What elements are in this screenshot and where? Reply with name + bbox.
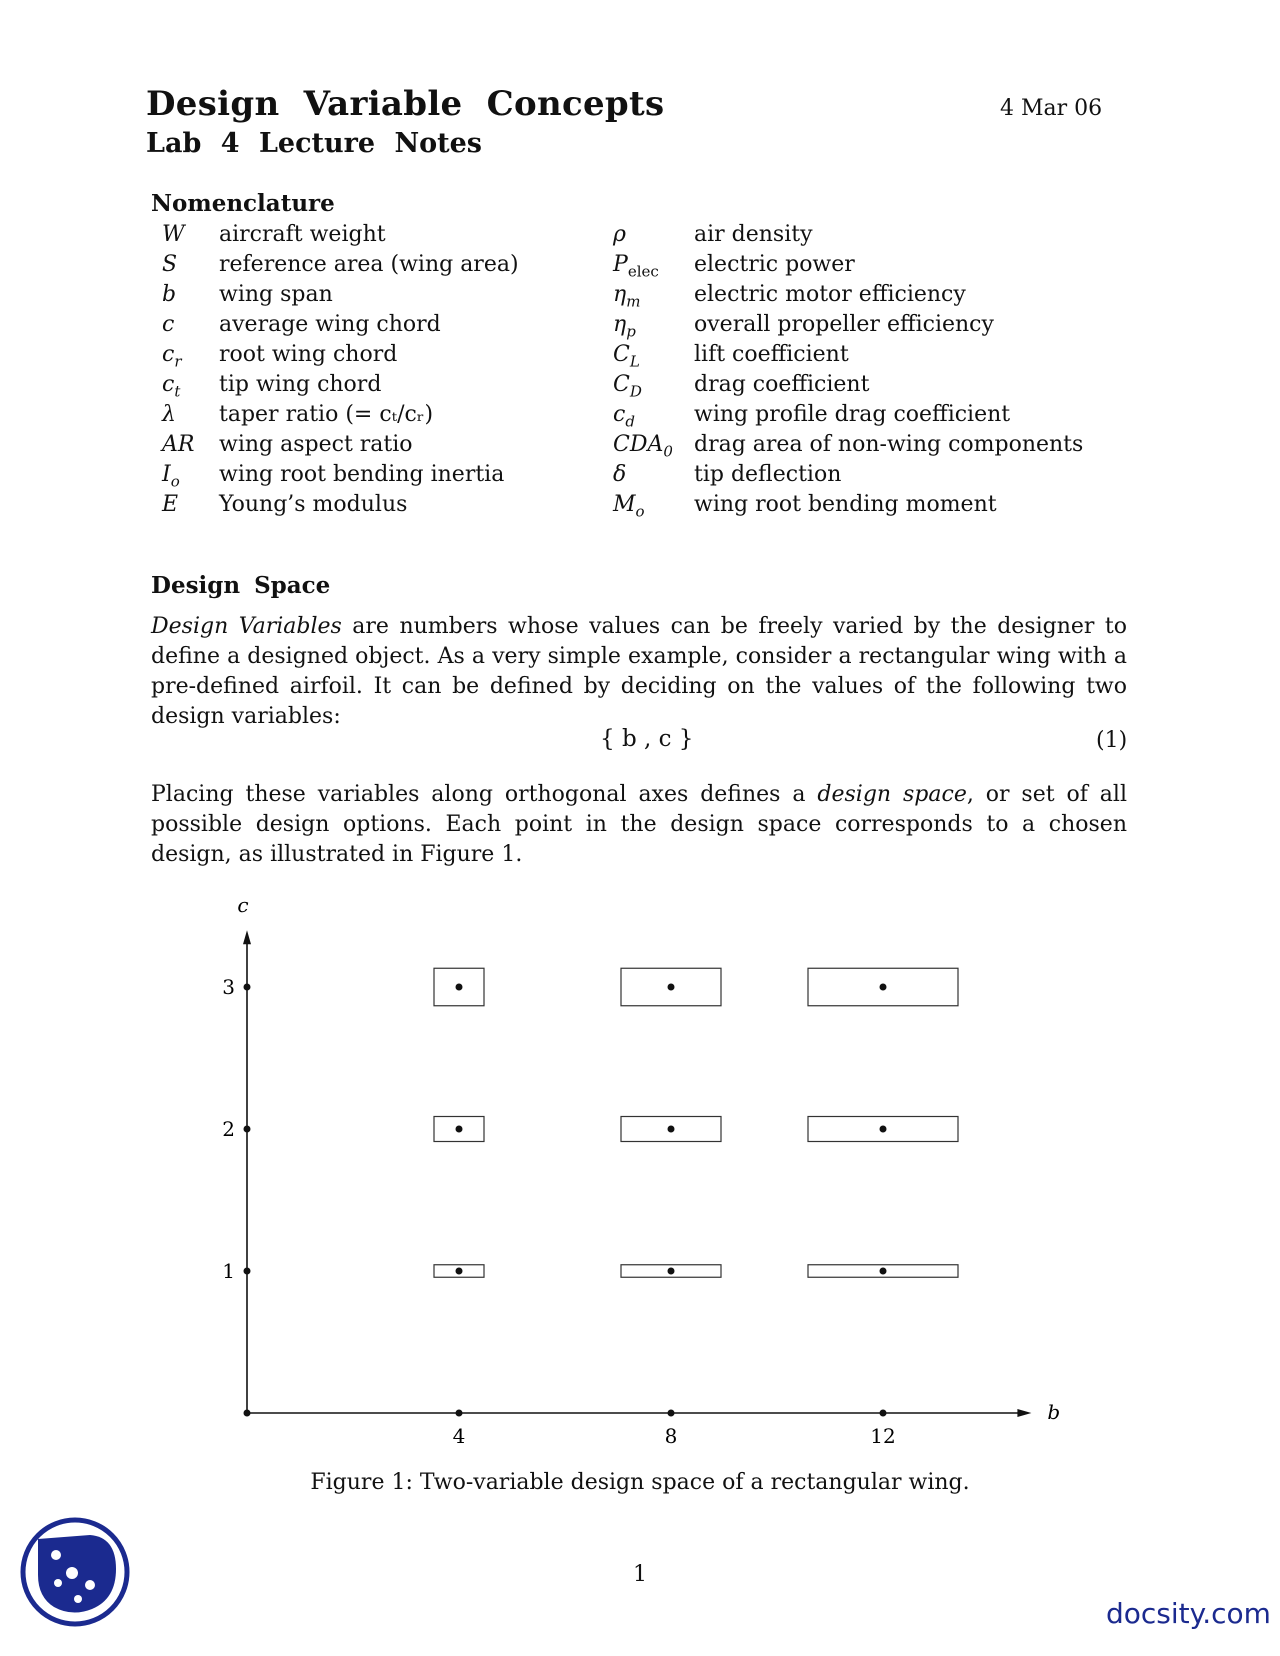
nomenclature-right-desc-7: drag area of non-wing components bbox=[694, 432, 1084, 457]
y-axis-arrow-icon bbox=[243, 930, 251, 944]
y-tick-3 bbox=[244, 984, 251, 991]
x-axis-arrow-icon bbox=[1017, 1409, 1031, 1417]
nomenclature-right-symbol-2: $\eta_m$ bbox=[613, 282, 641, 311]
nomenclature-left-desc-8: wing root bending inertia bbox=[219, 462, 505, 487]
nomenclature-left-symbol-6: λ bbox=[162, 402, 176, 427]
nomenclature-right-desc-6: wing profile drag coefficient bbox=[694, 402, 1011, 427]
nomenclature-left-symbol-5: $c_t$ bbox=[162, 372, 181, 401]
nomenclature-right-desc-9: wing root bending moment bbox=[694, 492, 997, 517]
design-point-b12-c1 bbox=[880, 1268, 887, 1275]
nomenclature-right-symbol-8: δ bbox=[613, 462, 627, 487]
nomenclature-left-desc-4: root wing chord bbox=[219, 342, 398, 367]
nomenclature-right-symbol-4: $C_L$ bbox=[613, 342, 640, 371]
nomenclature-right-symbol-6: $c_d$ bbox=[613, 402, 635, 431]
nomenclature-left-symbol-0: W bbox=[162, 222, 185, 247]
equation-number: (1) bbox=[1096, 728, 1128, 753]
design-point-b4-c3 bbox=[456, 984, 463, 991]
nomenclature-right-desc-8: tip deflection bbox=[694, 462, 842, 487]
design-point-b4-c2 bbox=[456, 1126, 463, 1133]
nomenclature-heading: Nomenclature bbox=[151, 190, 335, 217]
nomenclature-right-desc-1: electric power bbox=[694, 252, 855, 277]
nomenclature-left-desc-7: wing aspect ratio bbox=[219, 432, 413, 457]
nomenclature-right-desc-3: overall propeller efficiency bbox=[694, 312, 994, 337]
nomenclature-left-desc-0: aircraft weight bbox=[219, 222, 386, 247]
nomenclature-left-symbol-3: c bbox=[162, 312, 175, 337]
design-point-b8-c1 bbox=[668, 1268, 675, 1275]
x-tick-4 bbox=[456, 1410, 463, 1417]
nomenclature-left-desc-2: wing span bbox=[219, 282, 333, 307]
design-variables-text: are numbers whose values can be freely varied by the designer to define a designed object. As a very simple example, consider a rectangular wing with a pre-defined airfoil. It can be defined by deciding on the values of the following two design variables: bbox=[151, 614, 1127, 729]
nomenclature-left-desc-6: taper ratio (= cₜ/cᵣ) bbox=[219, 402, 434, 427]
equation-design-variables: { b , c } bbox=[600, 726, 694, 752]
design-point-b4-c1 bbox=[456, 1268, 463, 1275]
nomenclature-right-symbol-1: $P_{elec}$ bbox=[613, 252, 659, 281]
y-tick-1 bbox=[244, 1268, 251, 1275]
brand-watermark[interactable]: docsity.com bbox=[1106, 1597, 1271, 1630]
design-point-b8-c2 bbox=[668, 1126, 675, 1133]
nomenclature-left-desc-5: tip wing chord bbox=[219, 372, 382, 397]
design-space-text-a: Placing these variables along orthogonal axes defines a bbox=[151, 782, 818, 807]
design-point-b12-c2 bbox=[880, 1126, 887, 1133]
y-tick-2 bbox=[244, 1126, 251, 1133]
document-title: Design Variable Concepts bbox=[146, 84, 665, 124]
y-tick-label-3: 3 bbox=[222, 975, 235, 999]
nomenclature-right-desc-4: lift coefficient bbox=[694, 342, 849, 367]
origin-dot bbox=[244, 1410, 251, 1417]
design-space-text-b: , or set of all possible design options. Each point in the design space corresponds to a chosen design, as illustrated in Figure 1. bbox=[151, 782, 1127, 867]
nomenclature-left-symbol-4: $c_r$ bbox=[162, 342, 182, 371]
design-space-figure bbox=[0, 890, 1280, 1460]
y-tick-label-2: 2 bbox=[222, 1117, 235, 1141]
nomenclature-right-desc-0: air density bbox=[694, 222, 813, 247]
nomenclature-left-symbol-9: E bbox=[162, 492, 179, 517]
document-subtitle: Lab 4 Lecture Notes bbox=[146, 128, 482, 159]
nomenclature-left-symbol-1: S bbox=[162, 252, 178, 277]
design-space-paragraph bbox=[151, 780, 1127, 870]
design-point-b8-c3 bbox=[668, 984, 675, 991]
nomenclature-left-symbol-2: b bbox=[162, 282, 177, 307]
nomenclature-right-symbol-5: $C_D$ bbox=[613, 372, 642, 401]
nomenclature-right-desc-5: drag coefficient bbox=[694, 372, 870, 397]
page-number: 1 bbox=[633, 1562, 647, 1587]
nomenclature-right-symbol-9: $M_o$ bbox=[613, 492, 645, 521]
x-axis-label: b bbox=[1047, 1400, 1061, 1424]
design-variables-paragraph bbox=[151, 612, 1127, 732]
nomenclature-right-symbol-3: $\eta_p$ bbox=[613, 312, 636, 341]
nomenclature-right-symbol-0: ρ bbox=[613, 222, 626, 247]
x-tick-label-12: 12 bbox=[870, 1424, 896, 1448]
y-tick-label-1: 1 bbox=[222, 1259, 235, 1283]
x-tick-12 bbox=[880, 1410, 887, 1417]
nomenclature-left-desc-1: reference area (wing area) bbox=[219, 252, 519, 277]
nomenclature-left-symbol-8: $I_o$ bbox=[162, 462, 180, 491]
y-axis-label: c bbox=[237, 893, 249, 918]
docsity-logo-icon bbox=[20, 1517, 130, 1627]
nomenclature-right-desc-2: electric motor efficiency bbox=[694, 282, 966, 307]
x-tick-8 bbox=[668, 1410, 675, 1417]
document-date: 4 Mar 06 bbox=[1000, 96, 1103, 121]
x-tick-label-8: 8 bbox=[664, 1424, 678, 1448]
figure-caption: Figure 1: Two-variable design space of a rectangular wing. bbox=[310, 1470, 970, 1495]
nomenclature-left-symbol-7: AR bbox=[162, 432, 195, 457]
design-point-b12-c3 bbox=[880, 984, 887, 991]
design-variables-term: Design Variables bbox=[151, 614, 342, 639]
nomenclature-left-desc-3: average wing chord bbox=[219, 312, 441, 337]
nomenclature-left-desc-9: Young’s modulus bbox=[219, 492, 408, 517]
nomenclature-right-symbol-7: $CDA_0$ bbox=[613, 432, 673, 461]
x-tick-label-4: 4 bbox=[452, 1424, 466, 1448]
design-space-heading: Design Space bbox=[151, 572, 331, 599]
design-space-term: design space bbox=[817, 782, 967, 807]
